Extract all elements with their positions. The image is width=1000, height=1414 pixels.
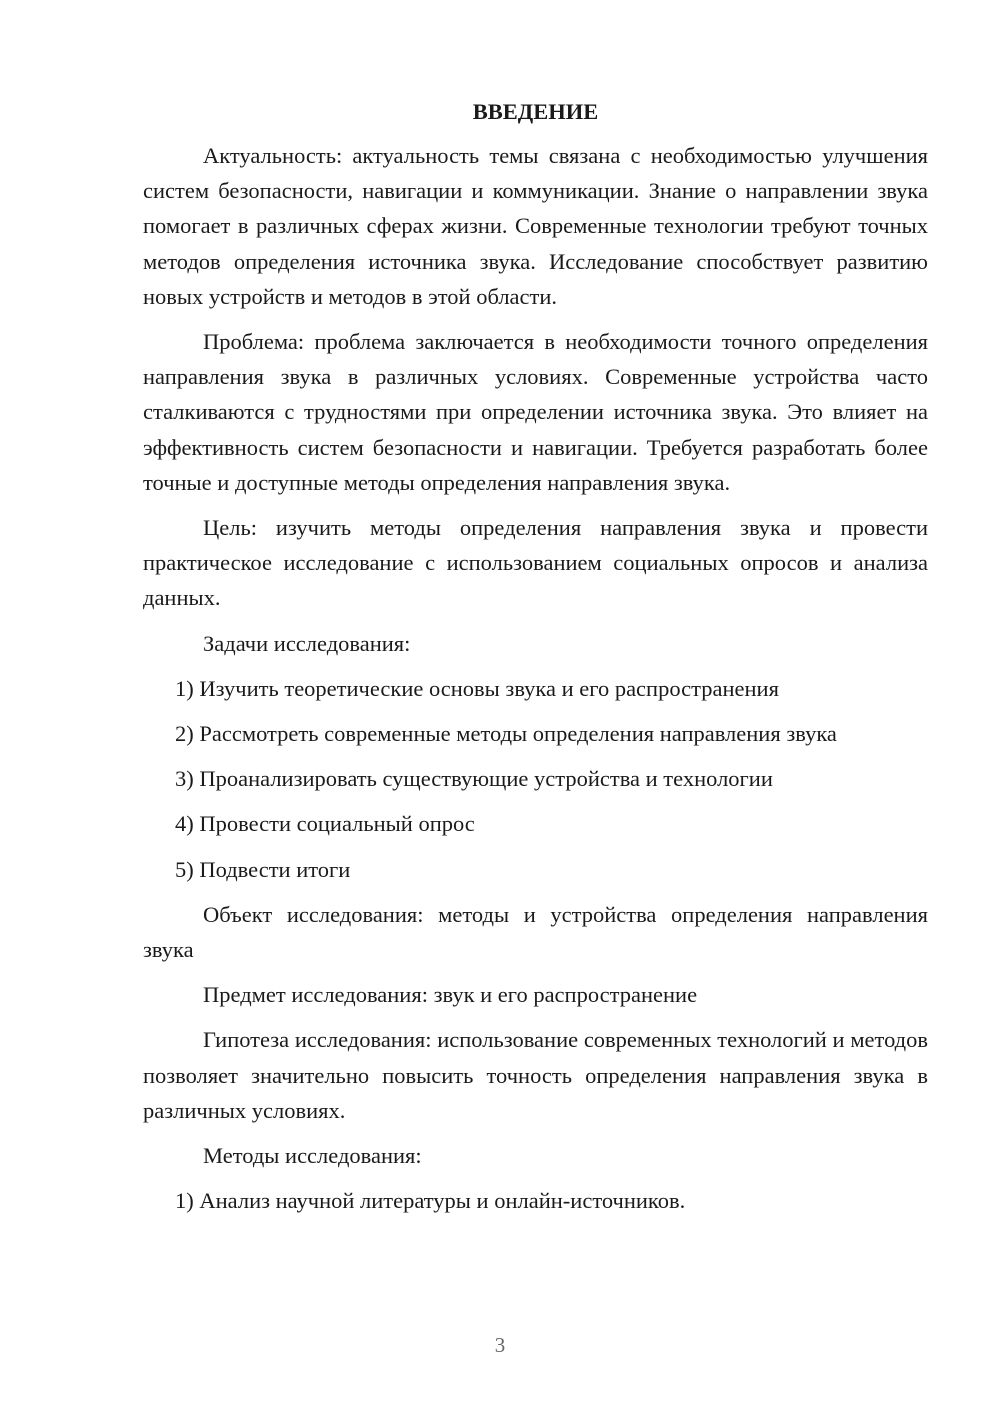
tasks-heading: Задачи исследования:: [203, 630, 411, 656]
hypothesis-paragraph: Гипотеза исследования: использование современных технологий и методов позволяет значительно повысить точность определения направления звука в различных условиях.: [143, 1027, 928, 1123]
object-paragraph: Объект исследования: методы и устройства определения направления звука: [143, 901, 928, 963]
list-item: 2) Рассмотреть современные методы определения направления звука: [175, 721, 837, 747]
page-number: 3: [494, 1333, 506, 1357]
list-item: 5) Подвести итоги: [175, 856, 351, 882]
section-title: ВВЕДЕНИЕ: [472, 99, 599, 124]
subject-paragraph: Предмет исследования: звук и его распространение: [203, 982, 698, 1008]
problem-paragraph: Проблема: проблема заключается в необходимости точного определения направления звука в различных условиях. Современные устройства часто сталкиваются с трудностями при определении источника звука. Это влияет на эффективность систем безопасности и навигации. Требуется разработать более точные и доступные методы определения направления звука.: [143, 329, 928, 495]
list-item: 1) Анализ научной литературы и онлайн-источников.: [175, 1188, 686, 1214]
document-page: [143, 96, 928, 1228]
goal-paragraph: Цель: изучить методы определения направления звука и провести практическое исследование с использованием социальных опросов и анализа данных.: [143, 515, 928, 611]
list-item: 3) Проанализировать существующие устройства и технологии: [175, 766, 773, 792]
list-item: 1) Изучить теоретические основы звука и его распространения: [175, 675, 779, 701]
tasks-list: [143, 671, 928, 887]
methods-heading: Методы исследования:: [203, 1143, 422, 1169]
relevance-paragraph: Актуальность: актуальность темы связана с необходимостью улучшения систем безопасности, навигации и коммуникации. Знание о направлении звука помогает в различных сферах жизни. Современные технологии требуют точных методов определения источника звука. Исследование способствует развитию новых устройств и методов в этой области.: [143, 143, 928, 309]
methods-list: [143, 1183, 928, 1218]
list-item: 4) Провести социальный опрос: [175, 811, 475, 837]
